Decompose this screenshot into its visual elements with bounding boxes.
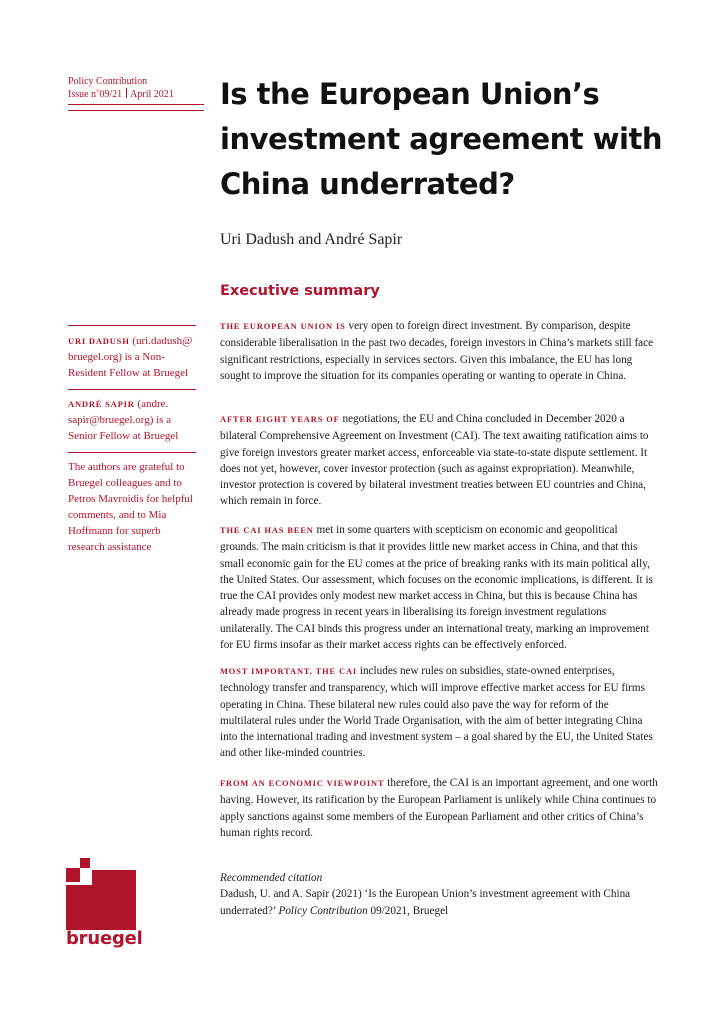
summary-paragraph [220, 411, 658, 510]
paragraph-lead: FROM AN ECONOMIC VIEWPOINT [220, 779, 385, 788]
citation-publication: Policy Contribution [278, 904, 368, 917]
header-rule-left-2 [68, 110, 204, 111]
sidebar-rule-3 [68, 452, 196, 453]
paragraph-text: met in some quarters with scepticism on economic and geopolitical grounds. The main criticism is that it provides little new market access in China, and that this small economic gain for the EU comes at the price of breaking ranks with its main political ally, the United States. Our assessment, which focuses on the economic implications, is different. It is true the CAI provides only modest new market access in China, but this is because China has already made progress in recent years in liberalising its foreign investment regulations unilaterally. The CAI binds this progress under an international treaty, marking an improvement for EU firms insofar as their market access rights can be effectively enforced. [220, 524, 653, 652]
paragraph-lead: MOST IMPORTANT, THE CAI [220, 667, 358, 676]
paragraph-lead: AFTER EIGHT YEARS OF [220, 415, 340, 424]
executive-summary-heading: Executive summary [220, 283, 380, 299]
paragraph-lead: THE EUROPEAN UNION IS [220, 322, 346, 331]
publication-series [68, 75, 188, 101]
issue-number: Issue n˚09/21 [68, 89, 123, 100]
issue-date: April 2021 [130, 89, 174, 100]
author-name-dadush: URI DADUSH [68, 336, 130, 346]
recommended-citation [220, 870, 660, 919]
summary-paragraph [220, 318, 658, 384]
logo-wordmark: bruegel [66, 928, 143, 949]
title-line-1: Is the European Union’s [220, 77, 600, 111]
sidebar-rule-1 [68, 325, 196, 326]
header-rule-left [68, 104, 204, 105]
paragraph-lead: THE CAI HAS BEEN [220, 526, 314, 535]
author-note-sapir [68, 396, 196, 444]
paragraph-text: negotiations, the EU and China concluded in December 2020 a bilateral Comprehensive Agreement on Investment (CAI). The text awaiting ratification aims to give foreign investors greater market access, enforceable via state-to-state dispute settlement. It does not yet, however, cover investor protection (such as against expropriation). Meanwhile, investor protection is covered by bilateral investment treaties between EU countries and China, which remain in force. [220, 413, 649, 508]
citation-issue: 09/2021, Bruegel [367, 904, 449, 917]
issue-line [68, 88, 188, 101]
bruegel-logo [66, 858, 142, 953]
bruegel-logo-icon [66, 858, 136, 930]
paragraph-text: therefore, the CAI is an important agreement, and one worth having. However, its ratification by the European Parliament is unlikely while China continues to apply sanctions against some members of the European Parliament and other critics of China’s human rights record. [220, 777, 658, 839]
page-title [220, 72, 700, 207]
title-line-3: China underrated? [220, 167, 515, 201]
summary-paragraph [220, 663, 658, 762]
summary-paragraph [220, 522, 658, 653]
citation-reference: Dadush, U. and A. Sapir (2021) ‘Is the European Union’s investment agreement with China underrated?’ [220, 888, 631, 917]
acknowledgements-note: The authors are grateful to Bruegel colleagues and to Petros Mavroidis for helpful comments, and to Mia Hoffmann for superb research assistance [68, 461, 193, 553]
author-note-dadush [68, 333, 196, 381]
paragraph-text: includes new rules on subsidies, state-owned enterprises, technology transfer and transparency, which will improve effective market access for EU firms operating in China. These bilateral new rules could also pave the way for reform of the multilateral rules under the World Trade Organisation, with the aim of better integrating China into the international trading and investment system – a goal shared by the EU, the United States and other like-minded countries. [220, 665, 653, 760]
citation-label: Recommended citation [220, 872, 323, 884]
sidebar-rule-2 [68, 389, 196, 390]
divider [126, 88, 127, 98]
authors-line: Uri Dadush and André Sapir [220, 231, 403, 248]
citation-text [220, 886, 660, 919]
author-bio-sapir: (andre. sapir@bruegel.org) is a Senior Fellow at Bruegel [68, 398, 179, 442]
author-bio-dadush: (uri.dadush@ bruegel.org) is a Non-Resident Fellow at Bruegel [68, 335, 193, 379]
author-name-sapir: ANDRÉ SAPIR [68, 399, 135, 409]
paragraph-text: very open to foreign direct investment. By comparison, despite considerable liberalisation in the past two decades, foreign investors in China’s markets still face significant restrictions, especially in services sectors. Given this imbalance, the EU has long sought to improve the situation for its companies operating or wanting to operate in China. [220, 320, 654, 382]
summary-paragraph [220, 775, 658, 841]
title-line-2: investment agreement with [220, 122, 662, 156]
series-name: Policy Contribution [68, 76, 148, 87]
